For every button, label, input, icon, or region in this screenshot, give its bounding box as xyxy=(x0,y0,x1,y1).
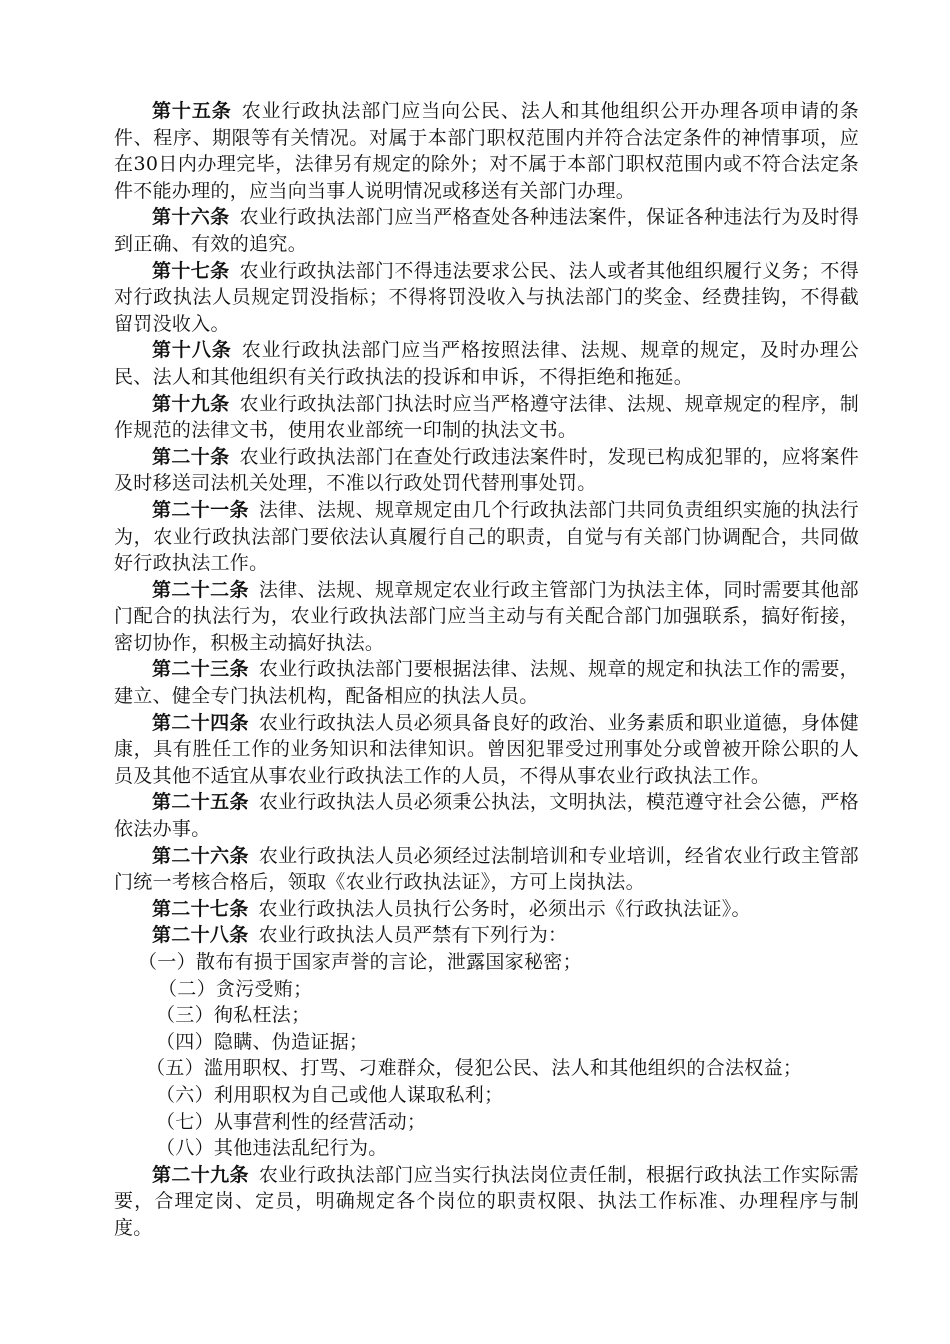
article-text: 农业行政执法人员严禁有下列行为： xyxy=(258,924,568,947)
list-item: （六）利用职权为自己或他人谋取私利； xyxy=(156,1083,504,1106)
article-text: 农业行政执法人员必须具备良好的政治、业务素质和职业道德，身体健康，具有胜任工作的业务知识和法律知识。曾因犯罪受过刑事处分或曾被开除公职的人员及其他不适宜从事农业行政执法工作的人员，不得从事农业行政执法工作。 xyxy=(114,711,859,787)
article-title: 第十五条 xyxy=(152,100,232,122)
article-24 xyxy=(114,710,859,790)
article-text: 农业行政执法部门应当严格查处各种违法案件，保证各种违法行为及时得到正确、有效的追究。 xyxy=(114,206,859,255)
list-item: （四）隐瞒、伪造证据； xyxy=(156,1030,369,1053)
article-26 xyxy=(114,843,859,896)
article-20 xyxy=(114,444,859,497)
article-text: 农业行政执法部门不得违法要求公民、法人或者其他组织履行义务；不得对行政执法人员规定罚没指标；不得将罚没收入与执法部门的奖金、经费挂钩，不得截留罚没收入。 xyxy=(114,259,859,335)
article-text: 农业行政执法人员必须秉公执法，文明执法，模范遵守社会公德，严格依法办事。 xyxy=(114,791,859,841)
article-25 xyxy=(114,789,859,842)
article-text: 法律、法规、规章规定由几个行政执法部门共同负责组织实施的执法行为，农业行政执法部门要依法认真履行自己的职责，自觉与有关部门协调配合，共同做好行政执法工作。 xyxy=(114,498,859,575)
article-15 xyxy=(114,98,859,204)
list-item: （八）其他违法乱纪行为。 xyxy=(156,1137,388,1160)
article-text: 农业行政执法部门执法时应当严格遵守法律、法规、规章规定的程序，制作规范的法律文书，使用农业部统一印制的执法文书。 xyxy=(114,392,859,442)
article-text: 农业行政执法部门在查处行政违法案件时，发现已构成犯罪的，应将案件及时移送司法机关处理，不准以行政处罚代替刑事处罚。 xyxy=(114,445,859,495)
article-29 xyxy=(114,1162,859,1242)
article-title: 第二十四条 xyxy=(152,711,249,734)
article-text: 农业行政执法人员必须经过法制培训和专业培训，经省农业行政主管部门统一考核合格后，领取《农业行政执法证》，方可上岗执法。 xyxy=(114,844,859,894)
article-23 xyxy=(114,656,859,709)
article-title: 第二十六条 xyxy=(152,844,249,867)
article-text: 法律、法规、规章规定农业行政主管部门为执法主体，同时需要其他部门配合的执法行为，农业行政执法部门应当主动与有关配合部门加强联系，搞好衔接，密切协作，积极主动搞好执法。 xyxy=(114,578,859,654)
article-text: 农业行政执法部门应当向公民、法人和其他组织公开办理各项申请的条件、程序、期限等有关情况。对属于本部门职权范围内并符合法定条件的神情事项，应在30日内办理完毕，法律另有规定的除外；对不属于本部门职权范围内或不符合法定条件不能办理的，应当向当事人说明情况或移送有关部门办理。 xyxy=(114,100,859,202)
article-17 xyxy=(114,258,859,338)
article-text: 农业行政执法人员执行公务时，必须出示《行政执法证》。 xyxy=(258,897,751,920)
article-22 xyxy=(114,577,859,657)
article-title: 第十九条 xyxy=(152,392,230,415)
article-title: 第二十三条 xyxy=(152,658,249,681)
article-title: 第二十九条 xyxy=(152,1163,249,1186)
article-18 xyxy=(114,337,859,390)
list-item: （五）滥用职权、打骂、刁难群众，侵犯公民、法人和其他组织的合法权益； xyxy=(146,1057,803,1080)
article-title: 第二十一条 xyxy=(152,498,249,521)
article-title: 第十八条 xyxy=(152,339,232,362)
article-28 xyxy=(114,922,859,949)
article-title: 第十六条 xyxy=(152,206,230,229)
article-16 xyxy=(114,204,859,257)
article-text: 农业行政执法部门应当严格按照法律、法规、规章的规定，及时办理公民、法人和其他组织有关行政执法的投诉和申诉，不得拒绝和拖延。 xyxy=(114,339,859,388)
list-item: （七）从事营利性的经营活动； xyxy=(156,1110,427,1133)
article-title: 第二十八条 xyxy=(152,924,249,947)
document-body xyxy=(114,98,859,1242)
list-item: （二）贪污受贿； xyxy=(158,977,313,1000)
list-item: （一）散布有损于国家声誉的言论，泄露国家秘密； xyxy=(138,951,582,973)
article-text: 农业行政执法部门应当实行执法岗位责任制，根据行政执法工作实际需要，合理定岗、定员，明确规定各个岗位的职责权限、执法工作标准、办理程序与制度。 xyxy=(114,1163,859,1239)
article-21 xyxy=(114,497,859,577)
article-19 xyxy=(114,391,859,444)
article-title: 第二十条 xyxy=(152,445,230,468)
article-title: 第二十五条 xyxy=(152,791,249,814)
article-title: 第二十七条 xyxy=(152,897,249,920)
article-title: 第十七条 xyxy=(152,259,230,282)
article-text: 农业行政执法部门要根据法律、法规、规章的规定和执法工作的需要，建立、健全专门执法机构，配备相应的执法人员。 xyxy=(114,658,859,708)
article-27 xyxy=(114,896,859,923)
article-title: 第二十二条 xyxy=(152,578,249,601)
list-item: （三）徇私枉法； xyxy=(156,1004,311,1027)
